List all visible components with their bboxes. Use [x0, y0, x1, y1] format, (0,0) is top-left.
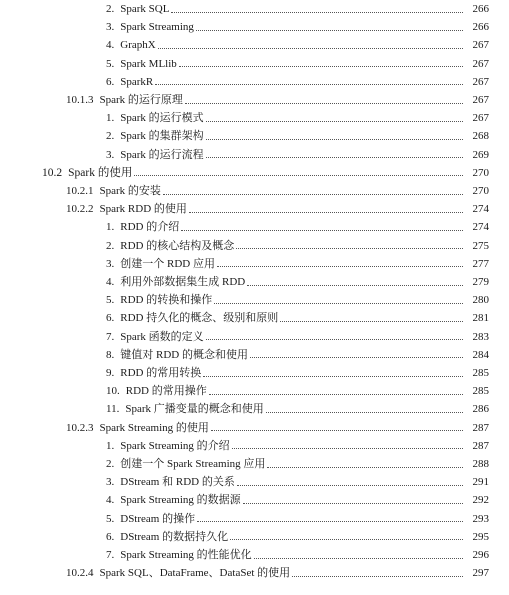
toc-dot-leader — [236, 248, 463, 249]
toc-dot-leader — [206, 139, 463, 140]
toc-dot-leader — [206, 157, 463, 158]
toc-entry-page: 285 — [472, 367, 489, 379]
toc-entry — [0, 400, 509, 418]
toc-entry — [0, 164, 509, 182]
toc-entry-page: 283 — [472, 330, 489, 343]
toc-entry-number: 2. — [106, 130, 115, 143]
toc-entry-page: 293 — [472, 512, 489, 525]
toc-entry-page: 274 — [472, 203, 489, 216]
toc-entry-page: 286 — [472, 403, 489, 416]
toc-entry-number: 10.2.2 — [66, 203, 94, 216]
toc-entry-page: 287 — [472, 439, 489, 452]
toc-entry — [0, 419, 509, 437]
toc-entry-number: 3. — [106, 476, 115, 489]
toc-entry-title: Spark 的运行流程 — [120, 148, 204, 161]
toc-entry-page: 269 — [472, 148, 489, 161]
toc-entry-title: Spark 函数的定义 — [120, 330, 204, 343]
toc-entry-page: 284 — [472, 348, 489, 361]
toc-entry — [0, 91, 509, 109]
toc-entry-number: 7. — [106, 330, 115, 343]
toc-entry-title: RDD 的转换和操作 — [120, 294, 213, 307]
toc-entry-page: 279 — [472, 276, 489, 288]
toc-entry-title: DStream 的数据持久化 — [120, 530, 229, 543]
toc-dot-leader — [197, 521, 463, 522]
toc-dot-leader — [232, 448, 463, 449]
toc-entry — [0, 473, 509, 491]
toc-entry-number: 1. — [106, 112, 115, 125]
toc-entry-number: 9. — [106, 367, 115, 379]
toc-entry-page: 285 — [472, 385, 489, 398]
toc-entry-title: GraphX — [120, 39, 156, 52]
toc-entry-number: 10.2.3 — [66, 421, 94, 434]
toc-entry-number: 4. — [106, 494, 115, 507]
toc-entry-number: 2. — [106, 3, 115, 15]
toc-entry-title: Spark 的使用 — [68, 166, 133, 179]
toc-dot-leader — [280, 321, 463, 322]
toc-entry-title: RDD 的常用转换 — [120, 367, 202, 379]
toc-entry-page: 280 — [472, 294, 489, 307]
toc-entry-title: RDD 的常用操作 — [125, 385, 207, 398]
toc-entry-number: 3. — [106, 148, 115, 161]
toc-entry-page: 292 — [472, 494, 489, 507]
toc-entry — [0, 437, 509, 455]
toc-entry — [0, 273, 509, 291]
toc-entry-number: 10.2 — [42, 166, 63, 179]
toc-entry — [0, 382, 509, 400]
toc-entry-title: 利用外部数据集生成 RDD — [120, 276, 246, 288]
toc-entry-page: 291 — [472, 476, 489, 489]
toc-entry — [0, 73, 509, 91]
toc-entry — [0, 364, 509, 382]
toc-dot-leader — [181, 230, 463, 231]
toc-entry-title: Spark 广播变量的概念和使用 — [125, 403, 264, 416]
toc-entry — [0, 491, 509, 509]
toc-entry — [0, 146, 509, 164]
toc-entry-title: 键值对 RDD 的概念和使用 — [120, 348, 248, 361]
toc-entry-title: Spark RDD 的使用 — [99, 203, 187, 216]
toc-dot-leader — [185, 103, 463, 104]
toc-entry-title: Spark 的集群架构 — [120, 130, 204, 143]
toc-entry-page: 275 — [472, 239, 489, 252]
toc-entry-title: DStream 和 RDD 的关系 — [120, 476, 235, 489]
toc-entry — [0, 18, 509, 36]
toc-entry-page: 287 — [472, 421, 489, 434]
toc-entry — [0, 127, 509, 145]
toc-dot-leader — [155, 84, 463, 85]
toc-entry — [0, 455, 509, 473]
toc-entry-number: 5. — [106, 57, 115, 70]
toc-entry — [0, 200, 509, 218]
toc-dot-leader — [206, 121, 463, 122]
toc-entry-number: 2. — [106, 239, 115, 252]
toc-entry-number: 5. — [106, 512, 115, 525]
toc-dot-leader — [209, 394, 463, 395]
toc-entry-page: 281 — [472, 312, 489, 325]
toc-entry-title: Spark SQL、DataFrame、DataSet 的使用 — [99, 567, 291, 580]
toc-dot-leader — [292, 576, 463, 577]
toc-entry-title: Spark Streaming 的数据源 — [120, 494, 241, 507]
toc-entry — [0, 510, 509, 528]
toc-entry-page: 267 — [472, 94, 489, 106]
toc-dot-leader — [211, 430, 463, 431]
toc-entry-page: 268 — [472, 130, 489, 143]
toc-entry-number: 6. — [106, 312, 115, 325]
toc-entry — [0, 109, 509, 127]
toc-entry — [0, 328, 509, 346]
toc-entry-page: 295 — [472, 530, 489, 543]
toc-dot-leader — [237, 485, 463, 486]
toc-dot-leader — [243, 503, 463, 504]
toc-entry-page: 296 — [472, 549, 489, 561]
toc-entry-number: 3. — [106, 257, 115, 270]
toc-entry-number: 1. — [106, 439, 115, 452]
toc-entry — [0, 218, 509, 236]
toc-entry-number: 2. — [106, 458, 115, 470]
toc-entry-number: 11. — [106, 403, 120, 416]
toc-entry — [0, 182, 509, 200]
toc-dot-leader — [163, 194, 463, 195]
toc-dot-leader — [254, 558, 463, 559]
toc-dot-leader — [247, 285, 463, 286]
toc-entry-title: RDD 持久化的概念、级别和原则 — [120, 312, 279, 325]
toc-entry-title: Spark 的安装 — [99, 185, 161, 197]
toc-entry-title: 创建一个 Spark Streaming 应用 — [120, 458, 266, 470]
toc-entry-page: 270 — [472, 185, 489, 197]
toc-entry — [0, 255, 509, 273]
toc-entry — [0, 237, 509, 255]
toc-entry-title: Spark 的运行原理 — [99, 94, 183, 106]
toc-dot-leader — [171, 12, 463, 13]
toc-dot-leader — [203, 376, 463, 377]
toc-entry-title: SparkR — [120, 75, 154, 88]
toc-dot-leader — [206, 339, 463, 340]
toc-entry-title: DStream 的操作 — [120, 512, 196, 525]
toc-dot-leader — [179, 66, 463, 67]
toc-entry-number: 6. — [106, 530, 115, 543]
toc-entry-number: 8. — [106, 348, 115, 361]
toc-dot-leader — [214, 303, 463, 304]
toc-entry-title: Spark Streaming 的介绍 — [120, 439, 230, 452]
toc-entry-title: Spark Streaming 的性能优化 — [120, 549, 252, 561]
toc-entry-title: Spark Streaming 的使用 — [99, 421, 209, 434]
toc-dot-leader — [189, 212, 463, 213]
toc-entry — [0, 546, 509, 564]
toc-entry-title: Spark Streaming — [120, 21, 194, 34]
toc-entry — [0, 55, 509, 73]
toc-entry-number: 4. — [106, 276, 115, 288]
toc-entry — [0, 36, 509, 54]
toc-entry — [0, 528, 509, 546]
toc-entry-number: 5. — [106, 294, 115, 307]
toc-entry-title: Spark 的运行模式 — [120, 112, 204, 125]
toc-entry-title: RDD 的核心结构及概念 — [120, 239, 235, 252]
toc-dot-leader — [230, 539, 463, 540]
toc-entry-page: 297 — [472, 567, 489, 580]
toc-entry-title: Spark SQL — [120, 3, 170, 15]
toc-dot-leader — [267, 467, 463, 468]
toc-entry — [0, 291, 509, 309]
toc-entry-page: 267 — [472, 75, 489, 88]
toc-entry-number: 1. — [106, 221, 115, 234]
toc-entry-page: 267 — [472, 57, 489, 70]
toc-entry-title: 创建一个 RDD 应用 — [120, 257, 215, 270]
toc-entry-number: 4. — [106, 39, 115, 52]
toc-entry — [0, 346, 509, 364]
toc-entry-title: RDD 的介绍 — [120, 221, 180, 234]
toc-dot-leader — [250, 357, 463, 358]
toc-dot-leader — [158, 48, 463, 49]
toc-entry-number: 10.2.1 — [66, 185, 94, 197]
toc-entry-page: 266 — [472, 3, 489, 15]
toc-entry-page: 277 — [472, 257, 489, 270]
toc-entry-number: 10. — [106, 385, 120, 398]
toc-entry-number: 3. — [106, 21, 115, 34]
toc-entry — [0, 0, 509, 18]
toc-entry-number: 6. — [106, 75, 115, 88]
toc-entry — [0, 564, 509, 582]
toc-entry-title: Spark MLlib — [120, 57, 177, 70]
toc-dot-leader — [266, 412, 463, 413]
toc-dot-leader — [217, 266, 463, 267]
toc-entry-number: 10.1.3 — [66, 94, 94, 106]
toc-entry — [0, 309, 509, 327]
toc-entry-page: 270 — [472, 166, 489, 179]
toc-entry-page: 266 — [472, 21, 489, 34]
toc-entry-number: 7. — [106, 549, 115, 561]
toc-dot-leader — [196, 30, 463, 31]
toc-entry-page: 267 — [472, 39, 489, 52]
toc-entry-number: 10.2.4 — [66, 567, 94, 580]
toc-dot-leader — [134, 175, 463, 176]
toc-entry-page: 288 — [472, 458, 489, 470]
toc-entry-page: 267 — [472, 112, 489, 125]
toc-entry-page: 274 — [472, 221, 489, 234]
